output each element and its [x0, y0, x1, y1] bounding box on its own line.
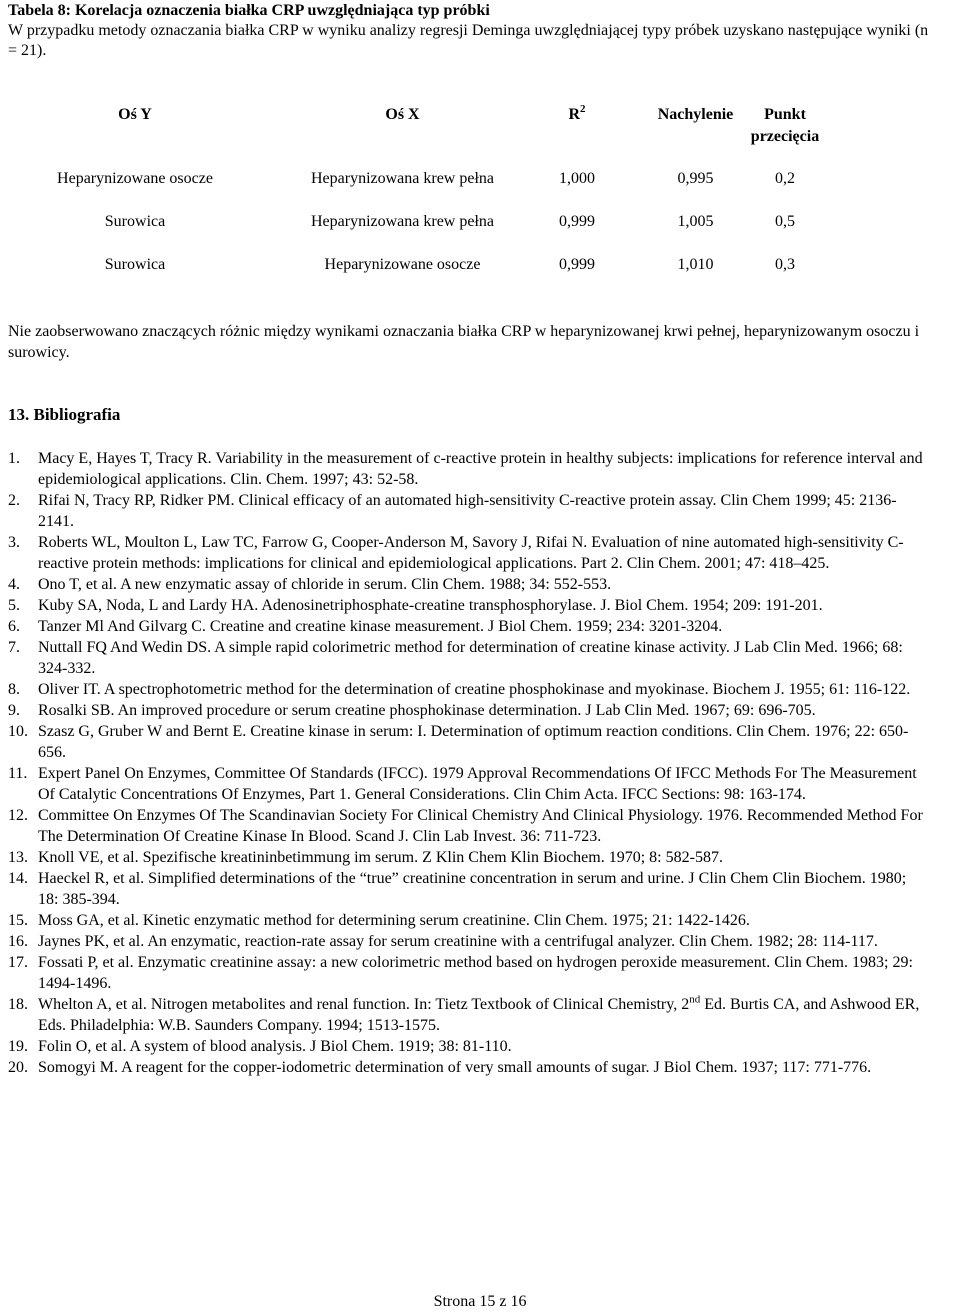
section-heading: 13. Bibliografia	[8, 405, 121, 424]
reference-item	[0, 805, 960, 847]
reference-item	[0, 679, 960, 700]
reference-text: Oliver IT. A spectrophotometric method for the determination of creatine phosphokinase and myokinase. Biochem J. 1955; 61: 116-122.	[38, 681, 911, 698]
reference-text: Haeckel R, et al. Simplified determinations of the “true” creatinine concentration in serum and urine. J Clin Chem Clin Biochem. 1980; 18: 385-394.	[38, 870, 907, 908]
cell-r2: 0,999	[559, 213, 595, 230]
reference-text: Somogyi M. A reagent for the copper-iodometric determination of very small amounts of sugar. J Biol Chem. 1937; 117: 771-776.	[38, 1059, 872, 1076]
header-intercept: Punkt przecięcia	[750, 106, 820, 145]
cell-slope: 0,995	[677, 170, 714, 187]
table-row	[0, 168, 960, 212]
cell-y: Surowica	[104, 213, 166, 230]
reference-item	[0, 952, 960, 994]
reference-item	[0, 721, 960, 763]
reference-number: 16.	[8, 933, 28, 950]
reference-item	[0, 1057, 960, 1078]
reference-text: Expert Panel On Enzymes, Committee Of Standards (IFCC). 1979 Approval Recommendations Of IFCC Methods For The Measurement Of Catalytic Concentrations Of Enzymes, Part 1. General Considerations. Clin Chim Acta. IFCC Sections: 98: 163-174.	[38, 765, 917, 803]
cell-slope: 1,005	[677, 213, 714, 230]
reference-text: Moss GA, et al. Kinetic enzymatic method for determining serum creatinine. Clin Chem. 1975; 21: 1422-1426.	[38, 912, 750, 929]
reference-text: Rifai N, Tracy RP, Ridker PM. Clinical efficacy of an automated high-sensitivity C-reactive protein assay. Clin Chem 1999; 45: 2136-2141.	[38, 492, 897, 530]
reference-item	[0, 616, 960, 637]
reference-item	[0, 868, 960, 910]
cell-y: Heparynizowane osocze	[57, 170, 213, 187]
reference-text: Folin O, et al. A system of blood analysis. J Biol Chem. 1919; 38: 81-110.	[38, 1038, 512, 1055]
reference-text: Nuttall FQ And Wedin DS. A simple rapid colorimetric method for determination of creatine kinase activity. J Lab Clin Med. 1966; 68: 324-332.	[38, 639, 903, 677]
reference-number: 1.	[8, 450, 20, 467]
cell-slope: 1,010	[677, 256, 714, 273]
reference-text: Macy E, Hayes T, Tracy R. Variability in the measurement of c-reactive protein in healthy subjects: implications for reference interval and epidemiological applications. Clin. Chem. 1997; 43: 52-58.	[38, 450, 923, 488]
reference-superscript: nd	[689, 993, 701, 1006]
reference-number: 11.	[8, 765, 28, 782]
reference-item	[0, 595, 960, 616]
reference-item	[0, 448, 960, 490]
reference-text-start: Whelton A, et al. Nitrogen metabolites and renal function. In: Tietz Textbook of Clinical Chemistry, 2	[38, 996, 690, 1013]
reference-number: 2.	[8, 492, 20, 509]
reference-number: 12.	[8, 807, 28, 824]
reference-number: 20.	[8, 1059, 28, 1076]
reference-text: Kuby SA, Noda, L and Lardy HA. Adenosinetriphosphate-creatine transphosphorylase. J. Biol Chem. 1954; 209: 191-201.	[38, 597, 823, 614]
reference-list	[0, 448, 960, 1078]
table-row	[0, 254, 960, 298]
cell-r2: 0,999	[559, 256, 595, 273]
reference-text: Ono T, et al. A new enzymatic assay of chloride in serum. Clin Chem. 1988; 34: 552-553.	[38, 576, 612, 593]
header-slope: Nachylenie	[657, 106, 734, 123]
reference-number: 7.	[8, 639, 20, 656]
reference-number: 3.	[8, 534, 20, 551]
cell-y: Surowica	[104, 256, 166, 273]
reference-text-end: Ed. Burtis CA, and Ashwood ER, Eds. Philadelphia: W.B. Saunders Company. 1994; 1513-1575.	[38, 996, 920, 1034]
reference-text: Knoll VE, et al. Spezifische kreatininbetimmung im serum. Z Klin Chem Klin Biochem. 1970; 8: 582-587.	[38, 849, 723, 866]
reference-number: 4.	[8, 576, 20, 593]
header-y-axis: Oś Y	[118, 106, 152, 123]
reference-text: Tanzer Ml And Gilvarg C. Creatine and creatine kinase measurement. J Biol Chem. 1959; 234: 3201-3204.	[38, 618, 723, 635]
reference-text: Jaynes PK, et al. An enzymatic, reaction-rate assay for serum creatinine with a centrifugal analyzer. Clin Chem. 1982; 28: 114-117.	[38, 933, 878, 950]
reference-number: 18.	[8, 996, 28, 1013]
cell-x: Heparynizowane osocze	[324, 256, 481, 273]
table-title: Tabela 8: Korelacja oznaczenia białka CRP uwzględniająca typ próbki	[8, 2, 490, 19]
cell-r2: 1,000	[559, 170, 595, 187]
reference-number: 15.	[8, 912, 28, 929]
cell-x: Heparynizowana krew pełna	[310, 170, 495, 187]
reference-item	[0, 574, 960, 595]
reference-item	[0, 910, 960, 931]
reference-item	[0, 490, 960, 532]
results-note: Nie zaobserwowano znaczących różnic między wynikami oznaczania białka CRP w heparynizowanej krwi pełnej, heparynizowanym osoczu i surowicy.	[8, 323, 920, 361]
header-r-superscript: 2	[580, 103, 586, 115]
reference-item	[0, 1036, 960, 1057]
header-r-squared	[537, 104, 617, 127]
table-caption	[8, 1, 938, 61]
reference-number: 8.	[8, 681, 20, 698]
table-row	[0, 211, 960, 255]
header-x-axis: Oś X	[385, 106, 420, 123]
reference-number: 14.	[8, 870, 28, 887]
reference-text: Roberts WL, Moulton L, Law TC, Farrow G, Cooper-Anderson M, Savory J, Rifai N. Evaluation of nine automated high-sensitivity C-reactive protein methods: implications for clinical and epidemiological applications. Part 2. Clin Chem. 2001; 47: 418–425.	[38, 534, 904, 572]
reference-number: 9.	[8, 702, 20, 719]
reference-item	[0, 532, 960, 574]
page-number-footer: Strona 15 z 16	[433, 1293, 527, 1310]
reference-number: 19.	[8, 1038, 28, 1055]
reference-text: Committee On Enzymes Of The Scandinavian Society For Clinical Chemistry And Clinical Physiology. 1976. Recommended Method For The Determination Of Creatine Kinase In Blood. Scand J. Clin Lab Invest. 36: 711-723.	[38, 807, 923, 845]
reference-text: Rosalki SB. An improved procedure or serum creatine phosphokinase determination. J Lab Clin Med. 1967; 69: 696-705.	[38, 702, 816, 719]
cell-intercept: 0,3	[775, 256, 795, 273]
reference-number: 10.	[8, 723, 28, 740]
reference-number: 6.	[8, 618, 20, 635]
reference-item	[0, 637, 960, 679]
reference-number: 5.	[8, 597, 20, 614]
cell-x: Heparynizowana krew pełna	[310, 213, 495, 230]
table-header-row	[0, 104, 960, 148]
reference-number: 17.	[8, 954, 28, 971]
table-description: W przypadku metody oznaczania białka CRP w wyniku analizy regresji Deminga uwzględniającej typy próbek uzyskano następujące wyniki (n = 21).	[8, 22, 929, 59]
reference-item	[0, 994, 960, 1036]
reference-item	[0, 847, 960, 868]
reference-number: 13.	[8, 849, 28, 866]
reference-item	[0, 931, 960, 952]
cell-intercept: 0,5	[775, 213, 795, 230]
reference-item	[0, 700, 960, 721]
reference-text: Szasz G, Gruber W and Bernt E. Creatine kinase in serum: I. Determination of optimum reaction conditions. Clin Chem. 1976; 22: 650-656.	[38, 723, 909, 761]
cell-intercept: 0,2	[775, 170, 795, 187]
reference-item	[0, 763, 960, 805]
header-r-label: R	[568, 106, 581, 123]
reference-text: Fossati P, et al. Enzymatic creatinine assay: a new colorimetric method based on hydrogen peroxide measurement. Clin Chem. 1983; 29: 1494-1496.	[38, 954, 913, 992]
